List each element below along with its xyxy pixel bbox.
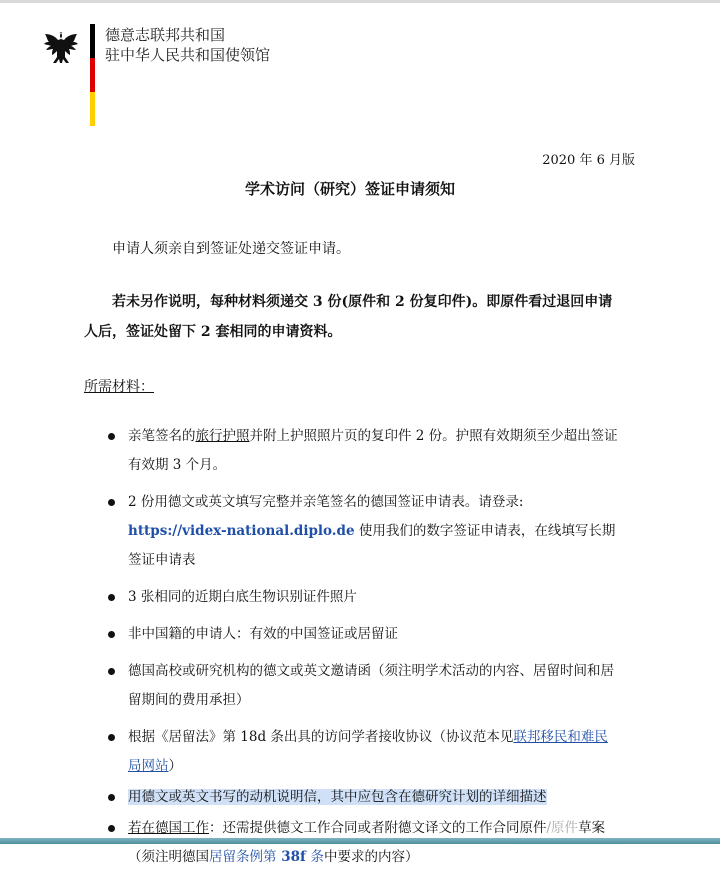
bamf-website-link[interactable]: 联邦移民和难民局网站 — [128, 729, 608, 774]
german-eagle-icon — [44, 28, 82, 74]
bullet-icon — [108, 668, 115, 675]
bullet-icon — [108, 594, 115, 601]
bullet-icon — [108, 433, 115, 440]
passport-link[interactable]: 旅行护照 — [195, 428, 250, 444]
list-item-photos: 3 张相同的近期白底生物识别证件照片 — [108, 583, 618, 612]
videx-link[interactable]: https://videx-national.diplo.de — [128, 523, 355, 539]
edition-date: 2020 年 6 月版 — [542, 153, 635, 168]
window-bottom-strip — [0, 838, 720, 844]
materials-heading: 所需材料： — [84, 379, 154, 395]
highlighted-text[interactable]: 用德文或英文书写的动机说明信，其中应包含在德研究计划的详细描述 — [128, 789, 547, 805]
document-title: 学术访问（研究）签证申请须知 — [244, 180, 455, 198]
work-in-germany-label: 若在德国工作 — [128, 820, 209, 836]
materials-list — [108, 422, 618, 880]
intro-paragraph: 申请人须亲自到签证处递交签证申请。 — [112, 241, 350, 257]
list-item-hosting-agreement: 根据《居留法》第 18d 条出具的访问学者接收协议（协议范本见联邦移民和难民局网站） — [108, 723, 618, 781]
faded-text: /原件 — [546, 820, 579, 836]
residence-ordinance-link[interactable]: 居留条例第 — [209, 849, 277, 865]
german-flag-bar — [90, 24, 95, 126]
bullet-icon — [108, 499, 115, 506]
letterhead — [40, 24, 440, 134]
copies-notice: 若未另作说明，每种材料须递交 3 份(原件和 2 份复印件)。即原件看过退回申请人后，签证处留下 2 套相同的申请资料。 — [84, 294, 613, 340]
list-item-work-contract: 若在德国工作：还需提供德文工作合同或者附德文译文的工作合同原件/原件草案（须注明德国居留条例第 38f 条中要求的内容） — [108, 814, 618, 872]
list-item-passport: 亲笔签名的旅行护照并附上护照照片页的复印件 2 份。护照有效期须至少超出签证有效期 3 个月。 — [108, 422, 618, 480]
list-item-invitation-letter: 德国高校或研究机构的德文或英文邀请函（须注明学术活动的内容、居留时间和居留期间的费用承担） — [108, 657, 618, 715]
bullet-icon — [108, 794, 115, 801]
list-item-motivation-letter — [108, 783, 618, 812]
bullet-icon — [108, 825, 115, 832]
list-item-residence-permit: 非中国籍的申请人：有效的中国签证或居留证 — [108, 620, 618, 649]
bullet-icon — [108, 631, 115, 638]
embassy-name — [105, 25, 270, 65]
embassy-line-2: 驻中华人民共和国使领馆 — [105, 46, 271, 64]
list-item-application-form: 2 份用德文或英文填写完整并亲笔签名的德国签证申请表。请登录: https://videx-national.diplo.de 使用我们的数字签证申请表，在线填写长期签证申请表 — [108, 488, 618, 575]
page-top-border — [0, 0, 720, 3]
embassy-line-1: 德意志联邦共和国 — [105, 26, 226, 44]
bullet-icon — [108, 734, 115, 741]
